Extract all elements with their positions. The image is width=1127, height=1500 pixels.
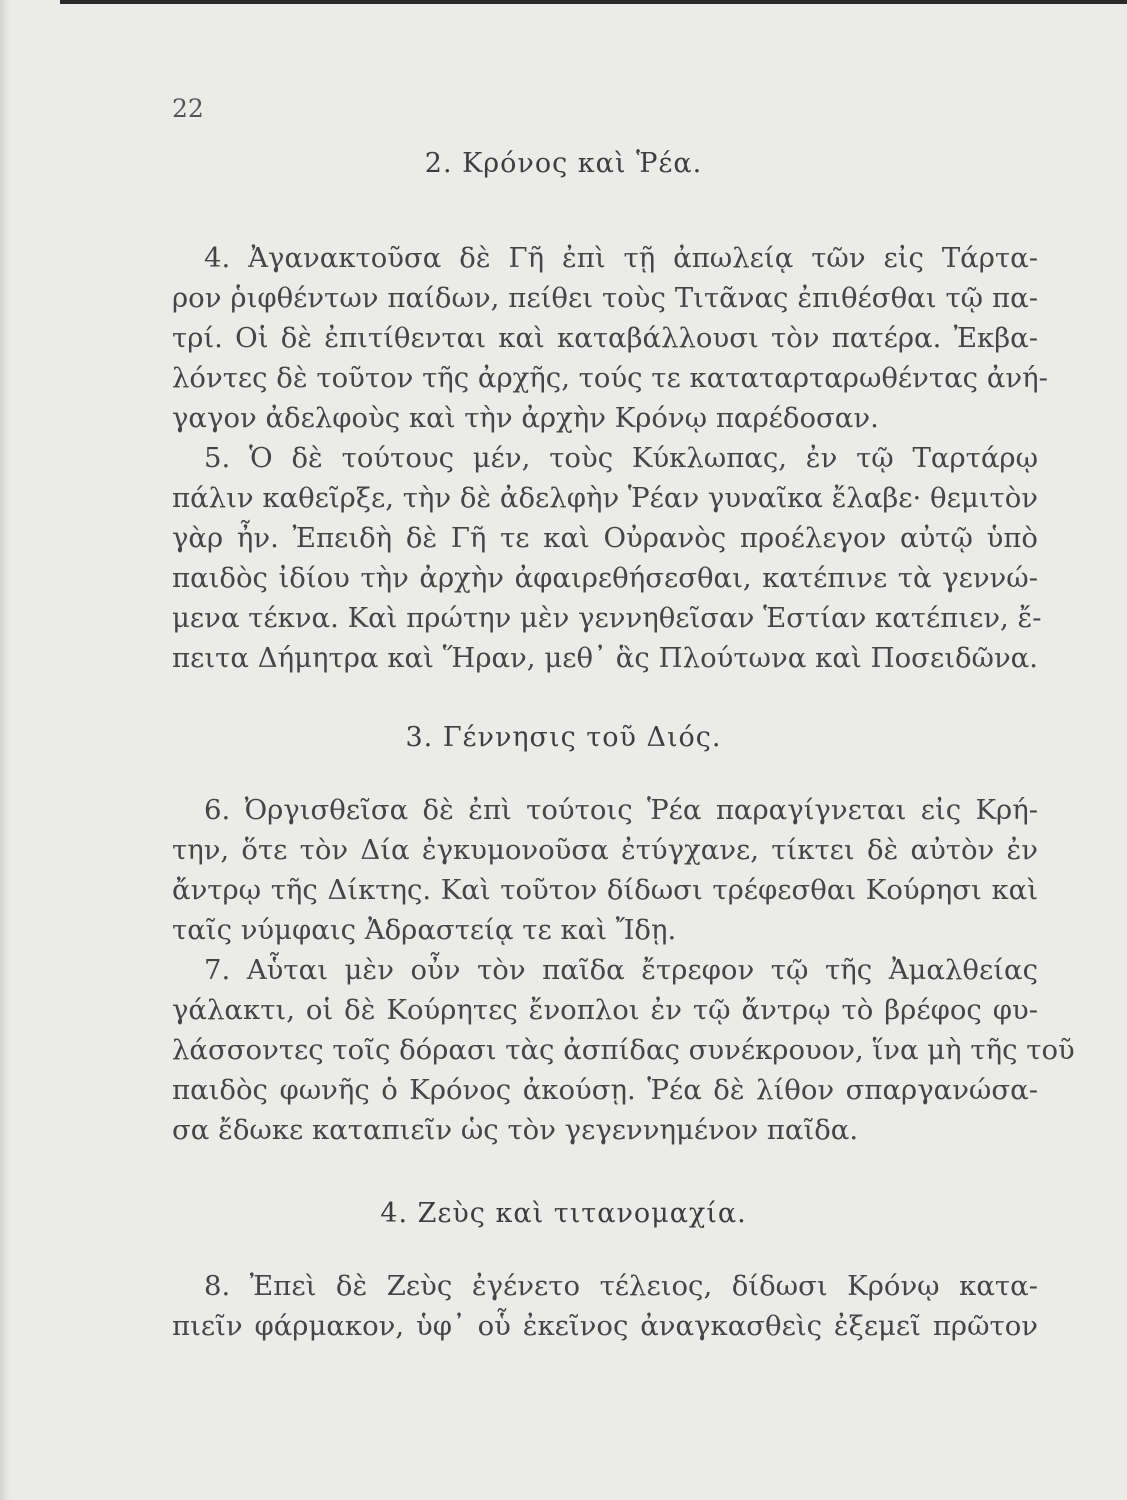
section-heading-birth-of-zeus: 3. Γέννησις τοῦ Διός. bbox=[405, 722, 722, 753]
text-line: ταῖς νύμφαις Ἀδραστείᾳ τε καὶ Ἴδῃ. bbox=[172, 914, 677, 946]
text-line: λάσσοντες τοῖς δόρασι τὰς ἀσπίδας συνέκρουον, ἵνα μὴ τῆς τοῦ bbox=[172, 1034, 1075, 1066]
text-line: ἄντρῳ τῆς Δίκτης. Καὶ τοῦτον δίδωσι τρέφεσθαι Κούρησι καὶ bbox=[172, 874, 1038, 906]
text-line: 8. Ἐπεὶ δὲ Ζεὺς ἐγένετο τέλειος, δίδωσι Κρόνῳ κατα- bbox=[204, 1270, 1038, 1302]
text-line: ρον ῥιφθέντων παίδων, πείθει τοὺς Τιτᾶνας ἐπιθέσθαι τῷ πα- bbox=[172, 282, 1038, 314]
text-line: 7. Αὗται μὲν οὖν τὸν παῖδα ἔτρεφον τῷ τῆς Ἀμαλθείας bbox=[204, 954, 1038, 986]
text-line: τρί. Οἱ δὲ ἐπιτίθενται καὶ καταβάλλουσι τὸν πατέρα. Ἐκβα- bbox=[172, 322, 1038, 354]
text-line: σα ἔδωκε καταπιεῖν ὡς τὸν γεγεννημένον παῖδα. bbox=[172, 1114, 859, 1146]
text-line: πιεῖν φάρμακον, ὑφ᾽ οὗ ἐκεῖνος ἀναγκασθεὶς ἐξεμεῖ πρῶτον bbox=[172, 1310, 1038, 1342]
text-line: γαγον ἀδελφοὺς καὶ τὴν ἀρχὴν Κρόνῳ παρέδοσαν. bbox=[172, 402, 879, 434]
text-line: πάλιν καθεῖρξε, τὴν δὲ ἀδελφὴν Ῥέαν γυναῖκα ἔλαβε· θεμιτὸν bbox=[172, 482, 1038, 514]
text-line: μενα τέκνα. Καὶ πρώτην μὲν γεννηθεῖσαν Ἑστίαν κατέπιεν, ἔ- bbox=[172, 602, 1042, 634]
text-line: παιδὸς φωνῆς ὁ Κρόνος ἀκούσῃ. Ῥέα δὲ λίθον σπαργανώσα- bbox=[172, 1074, 1038, 1106]
text-line: γὰρ ἦν. Ἐπειδὴ δὲ Γῆ τε καὶ Οὐρανὸς προέλεγον αὐτῷ ὑπὸ bbox=[172, 522, 1038, 554]
section-heading-zeus-titanomachy: 4. Ζεὺς καὶ τιτανομαχία. bbox=[380, 1198, 747, 1229]
page-number: 22 bbox=[172, 94, 204, 123]
text-line: λόντες δὲ τοῦτον τῆς ἀρχῆς, τούς τε καταταρταρωθέντας ἀνή- bbox=[172, 362, 1048, 394]
text-line: 5. Ὁ δὲ τούτους μέν, τοὺς Κύκλωπας, ἐν τῷ Ταρτάρῳ bbox=[204, 442, 1038, 474]
text-line: παιδὸς ἰδίου τὴν ἀρχὴν ἀφαιρεθήσεσθαι, κατέπινε τὰ γεννώ- bbox=[172, 562, 1038, 594]
text-line: γάλακτι, οἱ δὲ Κούρητες ἔνοπλοι ἐν τῷ ἄντρῳ τὸ βρέφος φυ- bbox=[172, 994, 1038, 1026]
page-top-edge bbox=[60, 0, 1127, 4]
text-line: 4. Ἀγανακτοῦσα δὲ Γῆ ἐπὶ τῇ ἀπωλείᾳ τῶν εἰς Τάρτα- bbox=[204, 242, 1038, 274]
text-line: την, ὅτε τὸν Δία ἐγκυμονοῦσα ἐτύγχανε, τίκτει δὲ αὐτὸν ἐν bbox=[172, 834, 1038, 866]
text-line: πειτα Δήμητρα καὶ Ἥραν, μεθ᾽ ἃς Πλούτωνα καὶ Ποσειδῶνα. bbox=[172, 642, 1038, 674]
text-line: 6. Ὀργισθεῖσα δὲ ἐπὶ τούτοις Ῥέα παραγίγνεται εἰς Κρή- bbox=[204, 794, 1038, 826]
section-heading-kronos-rhea: 2. Κρόνος καὶ Ῥέα. bbox=[424, 148, 703, 179]
